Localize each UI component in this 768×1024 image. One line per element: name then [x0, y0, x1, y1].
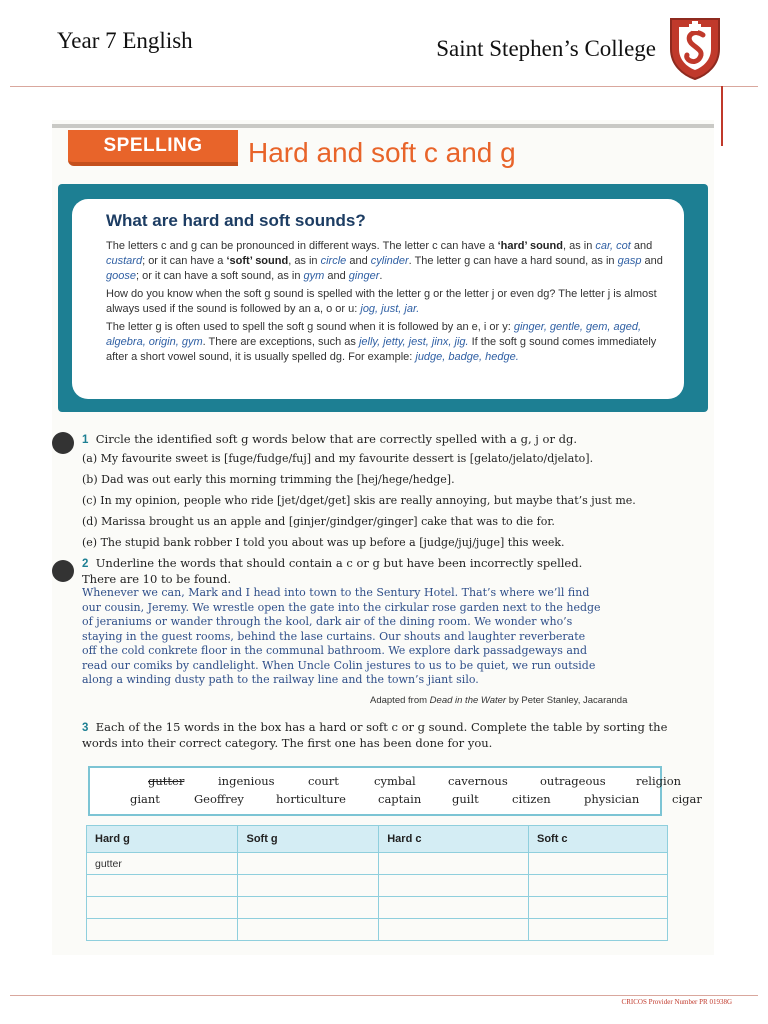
footer-divider [10, 995, 758, 996]
table-cell[interactable] [238, 875, 379, 897]
activity-badge-icon [52, 560, 74, 582]
col-hard-g: Hard g [87, 826, 238, 853]
table-cell[interactable] [379, 853, 529, 875]
sorting-table [86, 825, 668, 941]
table-cell[interactable] [528, 853, 667, 875]
word-item: guilt [452, 792, 479, 806]
section-tab: SPELLING [68, 130, 238, 166]
word-item: giant [130, 792, 160, 806]
word-item: court [308, 774, 339, 788]
worksheet-scan [52, 120, 714, 955]
table-cell[interactable] [379, 897, 529, 919]
info-paragraph-1: The letters c and g can be pronounced in different ways. The letter c can have a ‘hard’ sound, as in car, cot and custard; or it can have a ‘soft’ sound, as in circle and cylinder. The letter g can have a hard sound, as in gasp and goose; or it can have a soft sound, as in gym and ginger. [106, 240, 663, 282]
worksheet-title: Hard and soft c and g [248, 137, 516, 168]
table-cell[interactable] [528, 897, 667, 919]
header-divider [10, 86, 758, 87]
q1-item-d: (d) Marissa brought us an apple and [ginjer/gindger/ginger] cake that was to die for. [82, 515, 555, 528]
college-crest-icon [665, 15, 725, 81]
word-item: Geoffrey [194, 792, 244, 806]
table-cell[interactable] [238, 897, 379, 919]
table-row [87, 919, 668, 941]
table-cell[interactable] [238, 853, 379, 875]
q2-prompt: 2 Underline the words that should contain a c or g but have been incorrectly spelled. There are 10 to be found. [82, 556, 583, 586]
q1-item-a: (a) My favourite sweet is [fuge/fudge/fuj] and my favourite dessert is [gelato/jelato/djelato]. [82, 452, 594, 465]
course-title: Year 7 English [57, 28, 193, 53]
table-cell[interactable] [528, 919, 667, 941]
word-item: captain [378, 792, 422, 806]
info-heading: What are hard and soft sounds? [106, 211, 366, 230]
word-item: ingenious [218, 774, 275, 788]
word-box [88, 766, 702, 816]
word-item: cavernous [448, 774, 508, 788]
table-cell[interactable]: gutter [87, 853, 238, 875]
q1-item-c: (c) In my opinion, people who ride [jet/dget/get] skis are really annoying, but maybe that’s just me. [82, 494, 636, 507]
side-accent-line [721, 86, 723, 146]
col-soft-g: Soft g [238, 826, 379, 853]
info-paragraph-3: The letter g is often used to spell the soft g sound when it is followed by an e, i or y: ginger, gentle, gem, aged, algebra, origin, gym. There are exceptions, such as jelly, jetty, jest, jinx, jig. If the soft g sound comes immediately after a short vowel sound, it is usually spelled dg. For example: judge, badge, hedge. [106, 321, 657, 363]
q1-prompt: 1 Circle the identified soft g words below that are correctly spelled with a g, j or dg. [82, 432, 577, 446]
word-item: gutter [148, 774, 185, 788]
info-box [72, 199, 684, 399]
table-cell[interactable] [87, 897, 238, 919]
table-header-row [87, 826, 668, 853]
word-item: citizen [512, 792, 551, 806]
word-item: cigar [672, 792, 702, 806]
table-cell[interactable] [238, 919, 379, 941]
q3-prompt: 3 Each of the 15 words in the box has a hard or soft c or g sound. Complete the table by sorting the words into their correct category. The first one has been done for you. [82, 720, 668, 750]
word-item: religion [636, 774, 682, 788]
q1-item-b: (b) Dad was out early this morning trimming the [hej/hege/hedge]. [82, 473, 455, 486]
word-item: outrageous [540, 774, 606, 788]
footer-cricos: CRICOS Provider Number PR 01938G [621, 998, 732, 1006]
table-cell[interactable] [87, 919, 238, 941]
info-paragraph-2: How do you know when the soft g sound is spelled with the letter g or the letter j or even dg? The letter j is almost always used if the sound is followed by an a, o or u: jog, just, jar. [106, 288, 657, 315]
word-item: horticulture [276, 792, 346, 806]
activity-badge-icon [52, 432, 74, 454]
q2-passage: Whenever we can, Mark and I head into town to the Sentury Hotel. That’s where we’ll find our cousin, Jeremy. We wrestle open the gate into the cirkular rose garden next to the hedge of jeraniums or wander through the kool, dark air of the dining room. We wonder who’s staying in the guest rooms, behind the lase curtains. Our shouts and laughter reverberate off the cold conkrete floor in the communal bathroom. We explore dark passadgeways and read our comiks by candlelight. When Uncle Colin jestures to us to be quiet, we run outside along a winding dusty path to the railway line and the town’s jiant silo. [82, 586, 601, 686]
q1-item-e: (e) The stupid bank robber I told you about was up before a [judge/juj/juge] this week. [82, 536, 565, 549]
table-cell[interactable] [379, 875, 529, 897]
table-row [87, 875, 668, 897]
word-item: cymbal [374, 774, 416, 788]
table-row [87, 897, 668, 919]
word-item: physician [584, 792, 640, 806]
col-soft-c: Soft c [528, 826, 667, 853]
table-cell[interactable] [379, 919, 529, 941]
college-name: Saint Stephen’s College [436, 36, 656, 61]
scan-top-edge [52, 124, 714, 128]
table-cell[interactable] [528, 875, 667, 897]
col-hard-c: Hard c [379, 826, 529, 853]
table-row [87, 853, 668, 875]
passage-credit: Adapted from Dead in the Water by Peter Stanley, Jacaranda [370, 695, 628, 706]
table-cell[interactable] [87, 875, 238, 897]
